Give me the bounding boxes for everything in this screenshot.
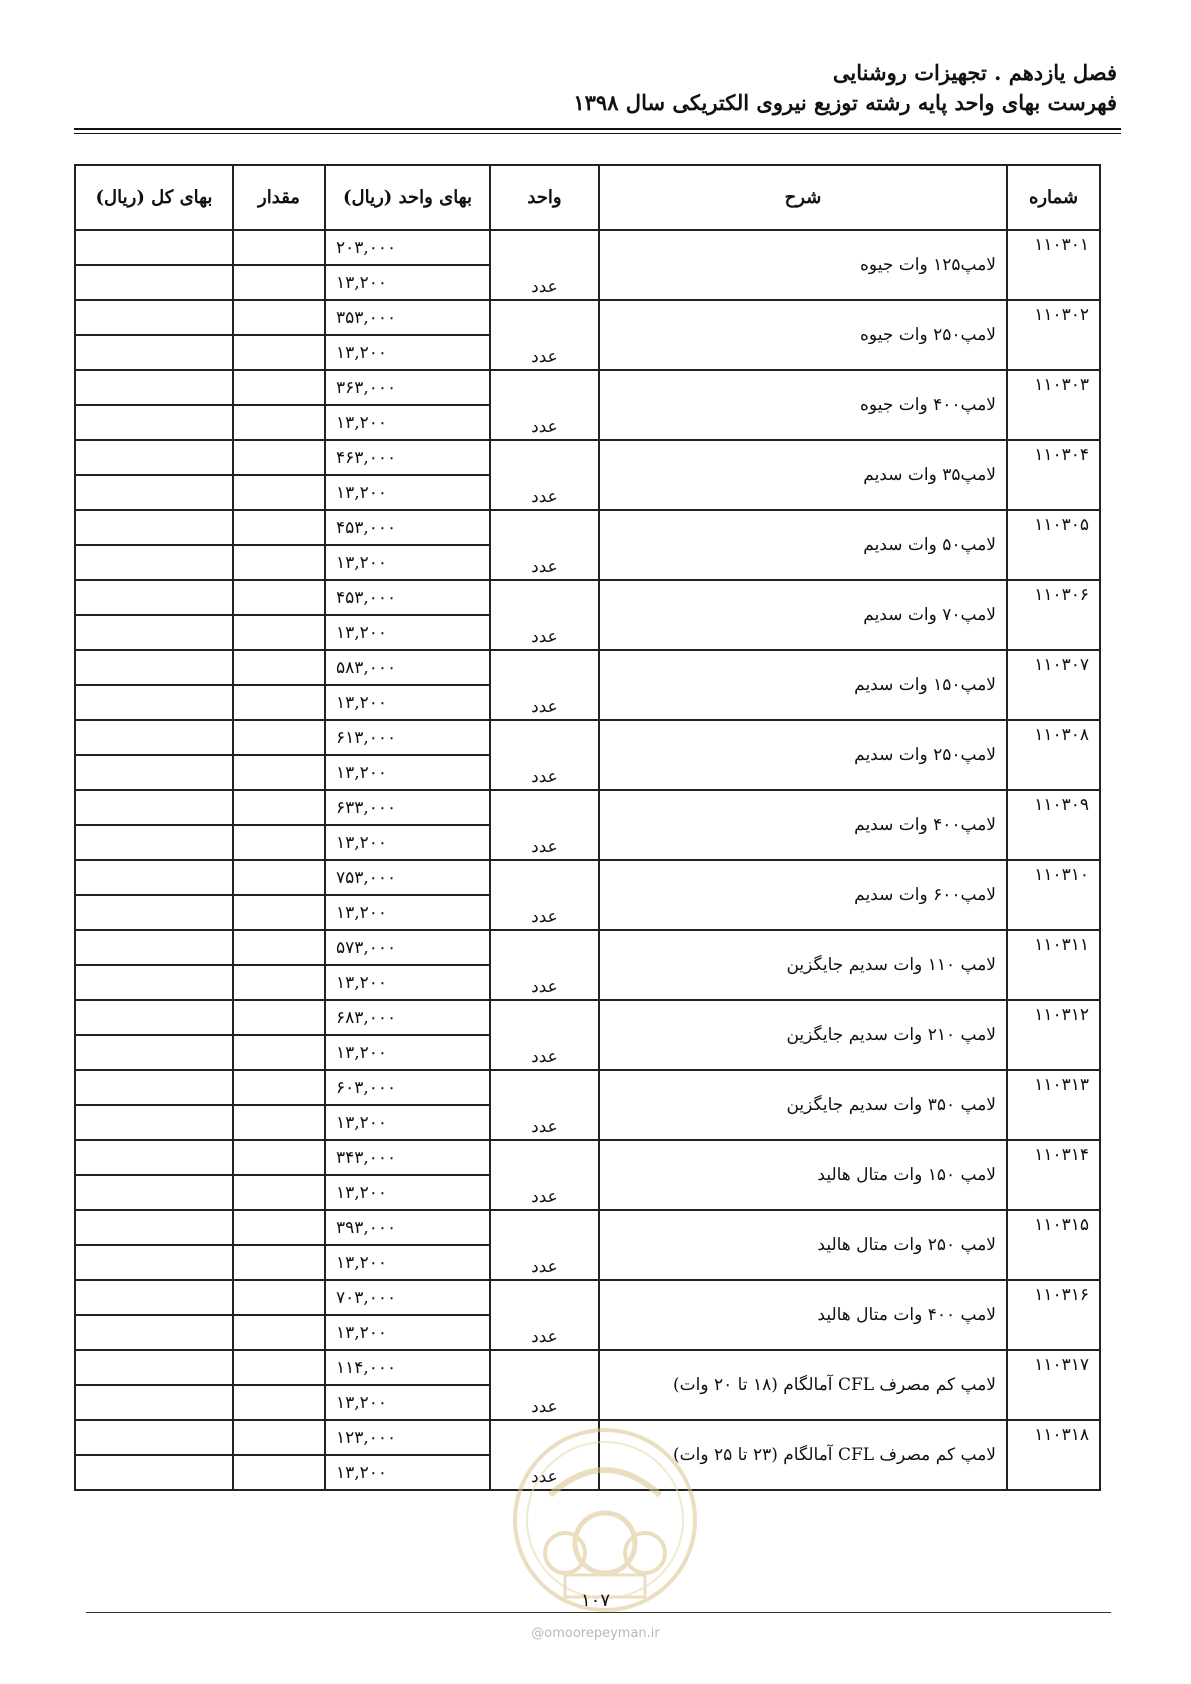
page-number: ۱۰۷ [580, 1590, 610, 1611]
item-total-cell [75, 265, 233, 300]
item-description: لامپ کم مصرف CFL آمالگام (۱۸ تا ۲۰ وات) [599, 1350, 1007, 1420]
item-total-cell [75, 965, 233, 1000]
item-unit-price: ۶۰۳,۰۰۰ [325, 1070, 490, 1105]
item-install-price: ۱۳,۲۰۰ [325, 1105, 490, 1140]
item-unit-price: ۳۹۳,۰۰۰ [325, 1210, 490, 1245]
table-row [75, 860, 1100, 895]
item-unit: عدد [490, 790, 599, 860]
item-quantity-cell [233, 755, 325, 790]
item-code: ۱۱۰۳۱۸ [1007, 1420, 1100, 1490]
item-code: ۱۱۰۳۰۴ [1007, 440, 1100, 510]
item-quantity-cell [233, 1175, 325, 1210]
item-description: لامپ۱۲۵ وات جیوه [599, 230, 1007, 300]
item-total-cell [75, 510, 233, 545]
header-rule-thin [74, 133, 1121, 134]
header-quantity: مقدار [233, 165, 325, 230]
item-quantity-cell [233, 1420, 325, 1455]
item-quantity-cell [233, 895, 325, 930]
header-unit-price: بهای واحد (ریال) [325, 165, 490, 230]
item-quantity-cell [233, 1070, 325, 1105]
header-unit: واحد [490, 165, 599, 230]
item-total-cell [75, 1315, 233, 1350]
item-quantity-cell [233, 1140, 325, 1175]
item-unit-price: ۴۶۳,۰۰۰ [325, 440, 490, 475]
item-unit-price: ۶۸۳,۰۰۰ [325, 1000, 490, 1035]
item-total-cell [75, 650, 233, 685]
item-quantity-cell [233, 440, 325, 475]
item-unit-price: ۱۱۴,۰۰۰ [325, 1350, 490, 1385]
item-install-price: ۱۳,۲۰۰ [325, 1035, 490, 1070]
item-unit-price: ۲۰۳,۰۰۰ [325, 230, 490, 265]
item-code: ۱۱۰۳۰۷ [1007, 650, 1100, 720]
item-unit: عدد [490, 1280, 599, 1350]
item-quantity-cell [233, 1315, 325, 1350]
item-code: ۱۱۰۳۰۵ [1007, 510, 1100, 580]
item-total-cell [75, 1280, 233, 1315]
item-description: لامپ۲۵۰ وات سدیم [599, 720, 1007, 790]
item-total-cell [75, 1245, 233, 1280]
item-install-price: ۱۳,۲۰۰ [325, 825, 490, 860]
item-description: لامپ۶۰۰ وات سدیم [599, 860, 1007, 930]
item-unit: عدد [490, 1000, 599, 1070]
item-unit: عدد [490, 440, 599, 510]
table-row [75, 650, 1100, 685]
table-row [75, 230, 1100, 265]
item-description: لامپ ۳۵۰ وات سدیم جایگزین [599, 1070, 1007, 1140]
item-unit: عدد [490, 300, 599, 370]
table-row [75, 1350, 1100, 1385]
item-install-price: ۱۳,۲۰۰ [325, 405, 490, 440]
item-unit-price: ۴۵۳,۰۰۰ [325, 510, 490, 545]
item-total-cell [75, 1385, 233, 1420]
item-total-cell [75, 1420, 233, 1455]
table-row [75, 580, 1100, 615]
item-total-cell [75, 755, 233, 790]
item-description: لامپ ۴۰۰ وات متال هالید [599, 1280, 1007, 1350]
item-total-cell [75, 545, 233, 580]
item-install-price: ۱۳,۲۰۰ [325, 265, 490, 300]
table-row [75, 720, 1100, 755]
item-description: لامپ۱۵۰ وات سدیم [599, 650, 1007, 720]
item-code: ۱۱۰۳۰۶ [1007, 580, 1100, 650]
item-quantity-cell [233, 1035, 325, 1070]
item-quantity-cell [233, 685, 325, 720]
item-quantity-cell [233, 1350, 325, 1385]
item-quantity-cell [233, 790, 325, 825]
item-code: ۱۱۰۳۱۰ [1007, 860, 1100, 930]
item-unit: عدد [490, 720, 599, 790]
item-install-price: ۱۳,۲۰۰ [325, 965, 490, 1000]
item-install-price: ۱۳,۲۰۰ [325, 545, 490, 580]
item-unit-price: ۵۷۳,۰۰۰ [325, 930, 490, 965]
item-quantity-cell [233, 650, 325, 685]
item-install-price: ۱۳,۲۰۰ [325, 615, 490, 650]
item-quantity-cell [233, 930, 325, 965]
item-description: لامپ ۱۱۰ وات سدیم جایگزین [599, 930, 1007, 1000]
item-total-cell [75, 790, 233, 825]
item-total-cell [75, 1455, 233, 1490]
item-unit-price: ۷۵۳,۰۰۰ [325, 860, 490, 895]
item-description: لامپ۲۵۰ وات جیوه [599, 300, 1007, 370]
table-body [75, 230, 1100, 1490]
item-code: ۱۱۰۳۱۲ [1007, 1000, 1100, 1070]
item-unit: عدد [490, 650, 599, 720]
item-total-cell [75, 580, 233, 615]
header-total-price: بهای کل (ریال) [75, 165, 233, 230]
item-install-price: ۱۳,۲۰۰ [325, 1175, 490, 1210]
item-quantity-cell [233, 1210, 325, 1245]
item-install-price: ۱۳,۲۰۰ [325, 335, 490, 370]
item-install-price: ۱۳,۲۰۰ [325, 685, 490, 720]
site-watermark: @omoorepeyman.ir [531, 1626, 660, 1641]
item-quantity-cell [233, 1455, 325, 1490]
item-total-cell [75, 1000, 233, 1035]
item-unit: عدد [490, 230, 599, 300]
item-total-cell [75, 825, 233, 860]
item-unit: عدد [490, 580, 599, 650]
item-quantity-cell [233, 615, 325, 650]
item-description: لامپ۴۰۰ وات سدیم [599, 790, 1007, 860]
item-unit-price: ۵۸۳,۰۰۰ [325, 650, 490, 685]
item-total-cell [75, 1140, 233, 1175]
table-row [75, 1000, 1100, 1035]
item-unit: عدد [490, 1350, 599, 1420]
item-total-cell [75, 1105, 233, 1140]
item-code: ۱۱۰۳۱۷ [1007, 1350, 1100, 1420]
item-total-cell [75, 615, 233, 650]
item-total-cell [75, 1350, 233, 1385]
watermark-seal-icon [510, 1425, 700, 1615]
table-row [75, 440, 1100, 475]
chapter-title: فصل یازدهم . تجهیزات روشنایی [832, 60, 1117, 85]
header-code: شماره [1007, 165, 1100, 230]
item-quantity-cell [233, 1385, 325, 1420]
item-code: ۱۱۰۳۱۶ [1007, 1280, 1100, 1350]
item-quantity-cell [233, 405, 325, 440]
item-quantity-cell [233, 965, 325, 1000]
table-row [75, 1210, 1100, 1245]
table-row [75, 1280, 1100, 1315]
item-quantity-cell [233, 265, 325, 300]
item-unit-price: ۳۶۳,۰۰۰ [325, 370, 490, 405]
item-quantity-cell [233, 720, 325, 755]
item-total-cell [75, 860, 233, 895]
item-quantity-cell [233, 545, 325, 580]
item-quantity-cell [233, 1245, 325, 1280]
footer-rule [86, 1612, 1111, 1613]
item-unit: عدد [490, 1140, 599, 1210]
item-description: لامپ۳۵ وات سدیم [599, 440, 1007, 510]
item-total-cell [75, 720, 233, 755]
item-description: لامپ۷۰ وات سدیم [599, 580, 1007, 650]
document-title: فهرست بهای واحد پایه رشته توزیع نیروی الکتریکی سال ۱۳۹۸ [573, 90, 1117, 115]
item-code: ۱۱۰۳۰۳ [1007, 370, 1100, 440]
item-total-cell [75, 685, 233, 720]
item-total-cell [75, 230, 233, 265]
item-unit-price: ۳۴۳,۰۰۰ [325, 1140, 490, 1175]
item-unit: عدد [490, 1420, 599, 1490]
item-total-cell [75, 370, 233, 405]
item-quantity-cell [233, 475, 325, 510]
item-total-cell [75, 1035, 233, 1070]
item-install-price: ۱۳,۲۰۰ [325, 755, 490, 790]
item-description: لامپ ۲۵۰ وات متال هالید [599, 1210, 1007, 1280]
item-install-price: ۱۳,۲۰۰ [325, 475, 490, 510]
item-unit: عدد [490, 370, 599, 440]
item-code: ۱۱۰۳۱۱ [1007, 930, 1100, 1000]
item-quantity-cell [233, 580, 325, 615]
item-total-cell [75, 335, 233, 370]
table-row [75, 300, 1100, 335]
item-description: لامپ۴۰۰ وات جیوه [599, 370, 1007, 440]
item-install-price: ۱۳,۲۰۰ [325, 1455, 490, 1490]
item-quantity-cell [233, 1280, 325, 1315]
item-total-cell [75, 475, 233, 510]
item-unit: عدد [490, 1210, 599, 1280]
item-unit-price: ۶۱۳,۰۰۰ [325, 720, 490, 755]
item-unit: عدد [490, 510, 599, 580]
item-code: ۱۱۰۳۰۱ [1007, 230, 1100, 300]
item-total-cell [75, 1070, 233, 1105]
item-quantity-cell [233, 300, 325, 335]
table-row [75, 790, 1100, 825]
price-table [74, 164, 1101, 1491]
item-unit-price: ۳۵۳,۰۰۰ [325, 300, 490, 335]
item-unit: عدد [490, 860, 599, 930]
item-install-price: ۱۳,۲۰۰ [325, 1385, 490, 1420]
header-description: شرح [599, 165, 1007, 230]
item-total-cell [75, 895, 233, 930]
item-total-cell [75, 1210, 233, 1245]
item-quantity-cell [233, 1000, 325, 1035]
item-quantity-cell [233, 335, 325, 370]
table-row [75, 510, 1100, 545]
item-quantity-cell [233, 825, 325, 860]
item-unit-price: ۷۰۳,۰۰۰ [325, 1280, 490, 1315]
table-header-row [75, 165, 1100, 230]
item-code: ۱۱۰۳۱۴ [1007, 1140, 1100, 1210]
item-total-cell [75, 1175, 233, 1210]
item-total-cell [75, 930, 233, 965]
item-code: ۱۱۰۳۰۸ [1007, 720, 1100, 790]
item-quantity-cell [233, 860, 325, 895]
item-total-cell [75, 405, 233, 440]
item-description: لامپ۵۰ وات سدیم [599, 510, 1007, 580]
table-row [75, 1140, 1100, 1175]
item-quantity-cell [233, 1105, 325, 1140]
item-install-price: ۱۳,۲۰۰ [325, 1245, 490, 1280]
item-code: ۱۱۰۳۱۳ [1007, 1070, 1100, 1140]
table-row [75, 370, 1100, 405]
page-header [74, 58, 1117, 118]
item-description: لامپ کم مصرف CFL آمالگام (۲۳ تا ۲۵ وات) [599, 1420, 1007, 1490]
item-total-cell [75, 300, 233, 335]
item-install-price: ۱۳,۲۰۰ [325, 1315, 490, 1350]
item-quantity-cell [233, 370, 325, 405]
item-unit-price: ۱۲۳,۰۰۰ [325, 1420, 490, 1455]
item-install-price: ۱۳,۲۰۰ [325, 895, 490, 930]
item-description: لامپ ۲۱۰ وات سدیم جایگزین [599, 1000, 1007, 1070]
table-row [75, 1070, 1100, 1105]
header-rule-thick [74, 128, 1121, 130]
item-total-cell [75, 440, 233, 475]
table-row [75, 930, 1100, 965]
item-unit: عدد [490, 930, 599, 1000]
item-code: ۱۱۰۳۰۹ [1007, 790, 1100, 860]
item-code: ۱۱۰۳۱۵ [1007, 1210, 1100, 1280]
item-description: لامپ ۱۵۰ وات متال هالید [599, 1140, 1007, 1210]
item-unit-price: ۴۵۳,۰۰۰ [325, 580, 490, 615]
item-unit-price: ۶۳۳,۰۰۰ [325, 790, 490, 825]
item-quantity-cell [233, 510, 325, 545]
item-quantity-cell [233, 230, 325, 265]
item-code: ۱۱۰۳۰۲ [1007, 300, 1100, 370]
item-unit: عدد [490, 1070, 599, 1140]
